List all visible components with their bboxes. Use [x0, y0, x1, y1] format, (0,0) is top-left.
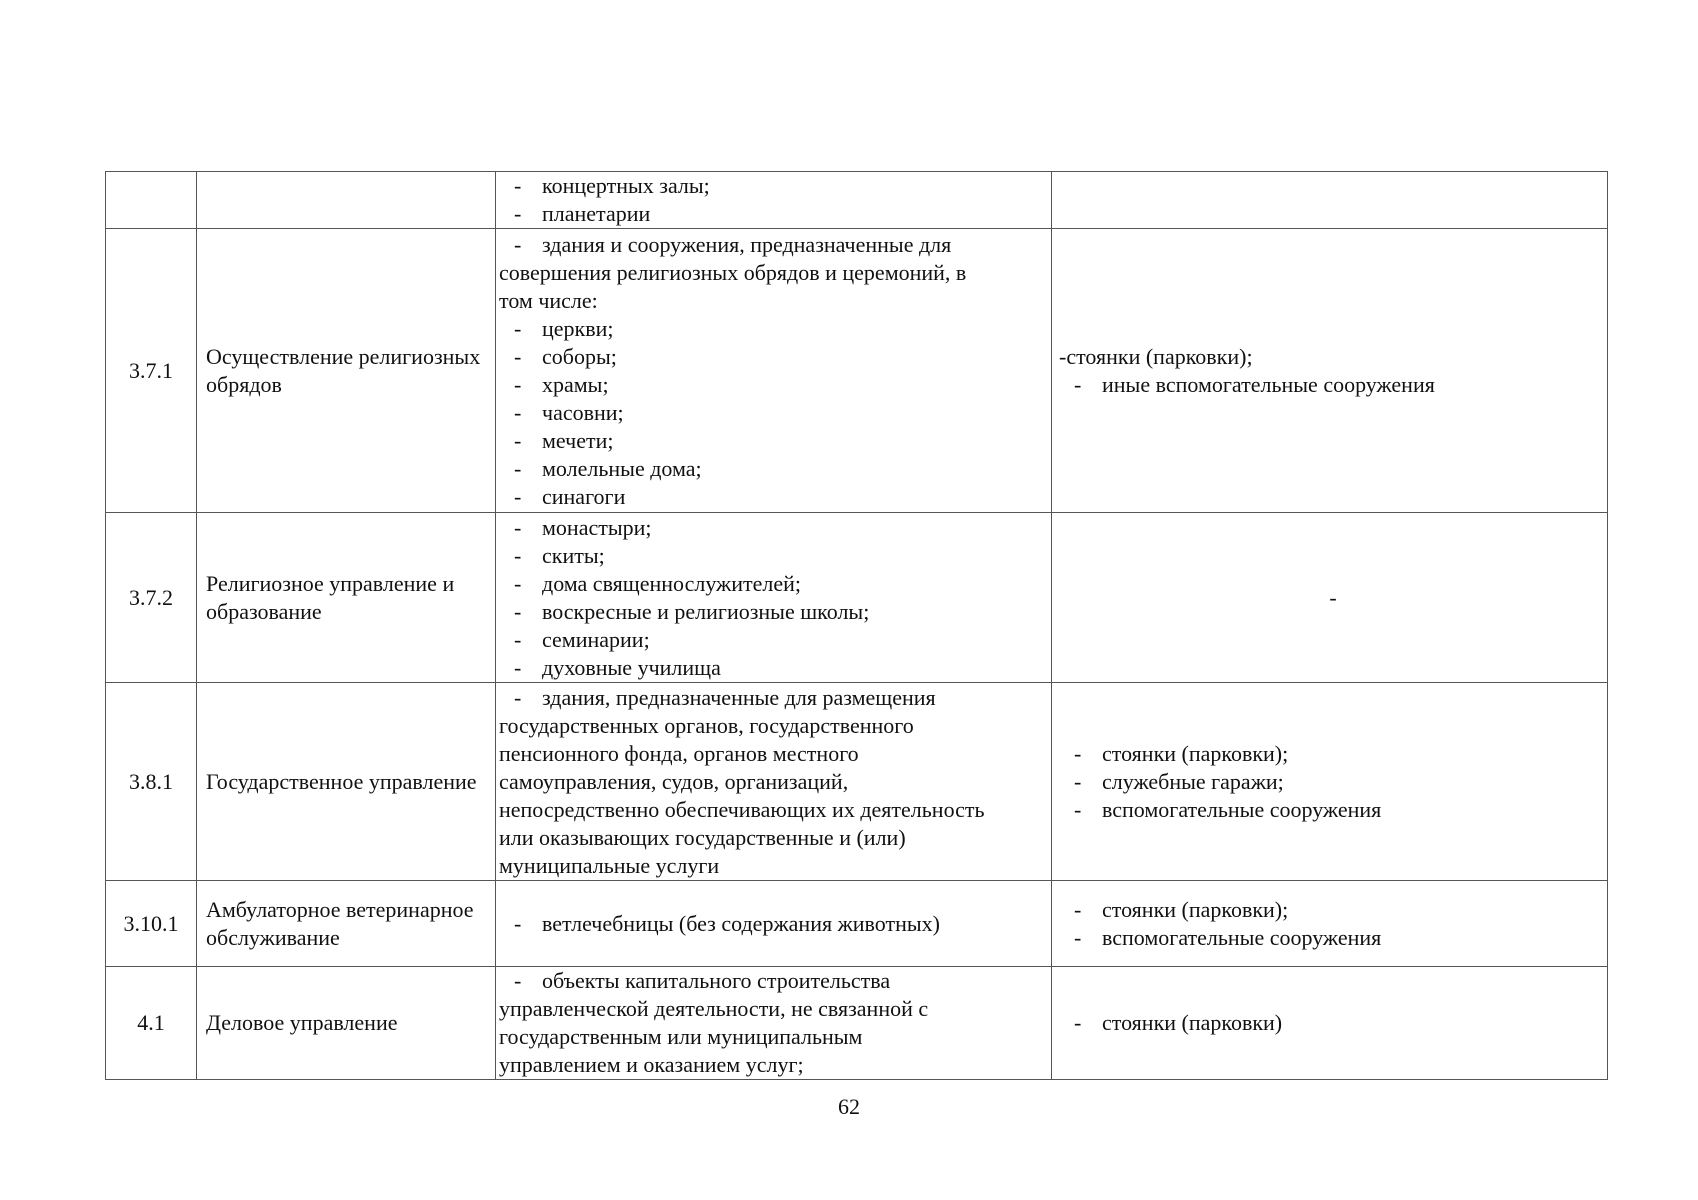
main-use-item [499, 910, 1051, 938]
main-use-item-text: соборы; [542, 343, 617, 369]
main-uses-cell [496, 967, 1052, 1080]
dash-marker: - [514, 343, 522, 369]
main-use-item [499, 570, 1051, 598]
auxiliary-uses-list [1059, 740, 1607, 824]
use-name-cell [197, 172, 496, 229]
aux-use-item [1059, 1009, 1607, 1037]
main-use-text-line: пенсионного фонда, органов местного [499, 740, 859, 766]
dash-marker: - [1074, 796, 1082, 822]
main-use-item-text: духовные училища [542, 654, 721, 680]
aux-use-item [1059, 924, 1607, 952]
main-use-item-text: мечети; [542, 427, 614, 453]
use-code-cell: 3.8.1 [106, 683, 197, 881]
main-use-text-line: государственных органов, государственного [499, 712, 914, 738]
main-use-item [499, 315, 1051, 343]
dash-marker: - [514, 626, 522, 652]
main-use-item-text: ветлечебницы (без содержания животных) [542, 910, 940, 936]
main-use-text-line: самоуправления, судов, организаций, [499, 768, 849, 794]
dash-marker: - [514, 201, 522, 226]
main-uses-cell [496, 881, 1052, 967]
main-use-text-line: совершения религиозных обрядов и церемоний, в [499, 259, 967, 285]
main-use-text-line: или оказывающих государственные и (или) [499, 824, 906, 850]
main-use-item-text: концертных залы; [542, 173, 710, 198]
main-use-item-text: синагоги [542, 483, 626, 509]
dash-marker: - [514, 542, 522, 568]
main-use-item [499, 483, 1051, 511]
main-use-item-text: скиты; [542, 542, 605, 568]
aux-use-item-text: служебные гаражи; [1102, 768, 1284, 794]
aux-use-item-text: вспомогательные сооружения [1102, 796, 1382, 822]
dash-marker: - [1074, 896, 1082, 922]
dash-marker: - [514, 231, 522, 257]
use-code-cell: 3.7.1 [106, 229, 197, 513]
aux-use-text-line: -стоянки (парковки); [1059, 343, 1253, 369]
dash-marker: - [514, 570, 522, 596]
main-use-item-text: воскресные и религиозные школы; [542, 598, 870, 624]
main-use-item [499, 427, 1051, 455]
main-use-item-text: молельные дома; [542, 455, 702, 481]
dash-marker: - [514, 371, 522, 397]
main-use-text-line: управленческой деятельности, не связанной с [499, 996, 929, 1021]
main-use-text-line: том числе: [499, 287, 598, 313]
main-use-item-text: здания и сооружения, предназначенные для [542, 231, 952, 257]
main-uses-cell [496, 229, 1052, 513]
main-use-item-text: здания, предназначенные для размещения [542, 684, 936, 710]
use-name-cell: Государственное управление [197, 683, 496, 881]
table-row [106, 881, 1608, 967]
auxiliary-uses-cell [1052, 683, 1608, 881]
dash-marker: - [514, 910, 522, 936]
aux-use-item-text: иные вспомогательные сооружения [1102, 371, 1435, 397]
aux-use-item-text: стоянки (парковки) [1102, 1010, 1283, 1035]
main-uses-cell [496, 513, 1052, 683]
use-code-cell: 3.10.1 [106, 881, 197, 967]
dash-marker: - [514, 598, 522, 624]
main-use-item [499, 200, 1051, 228]
aux-use-item [1059, 896, 1607, 924]
auxiliary-uses-list [1059, 584, 1607, 612]
auxiliary-uses-cell [1052, 513, 1608, 683]
dash-marker: - [514, 968, 522, 993]
use-code-cell [106, 172, 197, 229]
main-use-text-line: государственным или муниципальным [499, 1024, 863, 1049]
main-use-item [499, 626, 1051, 654]
main-use-item [499, 598, 1051, 626]
auxiliary-uses-cell [1052, 967, 1608, 1080]
dash-marker: - [514, 315, 522, 341]
aux-use-item-text: стоянки (парковки); [1102, 740, 1289, 766]
main-uses-list [499, 967, 1051, 1079]
dash-marker: - [514, 427, 522, 453]
auxiliary-uses-cell [1052, 229, 1608, 513]
aux-use-item-text: стоянки (парковки); [1102, 896, 1289, 922]
main-use-item [499, 967, 1051, 995]
main-use-item [499, 542, 1051, 570]
main-use-text-line: непосредственно обеспечивающих их деятельность [499, 796, 985, 822]
dash-marker: - [1074, 371, 1082, 397]
auxiliary-uses-cell [1052, 172, 1608, 229]
dash-marker: - [514, 654, 522, 680]
dash-marker: - [1074, 768, 1082, 794]
main-use-item [499, 172, 1051, 200]
table-body [106, 172, 1608, 1080]
main-use-item [499, 684, 1051, 712]
dash-marker: - [514, 483, 522, 509]
main-use-item [499, 455, 1051, 483]
main-use-item-text: храмы; [542, 371, 609, 397]
table-row [106, 967, 1608, 1080]
main-uses-list [499, 231, 1051, 511]
main-use-item-text: объекты капитального строительства [542, 968, 891, 993]
table-row [106, 513, 1608, 683]
aux-use-item [1059, 740, 1607, 768]
main-use-item [499, 399, 1051, 427]
auxiliary-uses-cell [1052, 881, 1608, 967]
main-use-item [499, 514, 1051, 542]
main-use-item-text: церкви; [542, 315, 614, 341]
land-use-table [105, 171, 1608, 1080]
dash-marker: - [1074, 740, 1082, 766]
auxiliary-uses-list [1059, 1009, 1607, 1037]
use-code-cell: 4.1 [106, 967, 197, 1080]
main-use-item-text: часовни; [542, 399, 624, 425]
aux-use-item-text: вспомогательные сооружения [1102, 924, 1382, 950]
table-row [106, 683, 1608, 881]
aux-use-item [1059, 371, 1607, 399]
main-use-item [499, 371, 1051, 399]
use-name-cell: Религиозное управление и образование [197, 513, 496, 683]
use-name-cell: Амбулаторное ветеринарное обслуживание [197, 881, 496, 967]
main-use-item-text: планетарии [542, 201, 651, 226]
main-use-text-line: муниципальные услуги [499, 852, 720, 878]
main-use-item-text: монастыри; [542, 514, 652, 540]
main-uses-cell [496, 683, 1052, 881]
main-use-item-text: семинарии; [542, 626, 650, 652]
dash-marker: - [514, 399, 522, 425]
dash-marker: - [514, 514, 522, 540]
main-use-text-line: управлением и оказанием услуг; [499, 1052, 804, 1077]
dash-marker: - [514, 173, 522, 198]
main-uses-cell [496, 172, 1052, 229]
main-use-item [499, 654, 1051, 682]
main-uses-list [499, 514, 1051, 682]
use-name-cell: Деловое управление [197, 967, 496, 1080]
table-row [106, 229, 1608, 513]
dash-marker: - [514, 455, 522, 481]
main-uses-list [499, 910, 1051, 938]
auxiliary-uses-list [1059, 896, 1607, 952]
use-name-cell: Осуществление религиозных обрядов [197, 229, 496, 513]
table-row [106, 172, 1608, 229]
aux-use-item [1059, 796, 1607, 824]
dash-marker: - [1074, 1010, 1082, 1035]
aux-use-item [1059, 768, 1607, 796]
dash-marker: - [1074, 924, 1082, 950]
main-uses-list [499, 172, 1051, 228]
use-code-cell: 3.7.2 [106, 513, 197, 683]
dash-marker: - [514, 684, 522, 710]
main-use-item [499, 343, 1051, 371]
aux-use-placeholder: - [1329, 584, 1337, 610]
auxiliary-uses-list [1059, 343, 1607, 399]
main-uses-list [499, 684, 1051, 880]
page-number: 62 [838, 1094, 860, 1119]
main-use-item [499, 231, 1051, 259]
main-use-item-text: дома священнослужителей; [542, 570, 802, 596]
